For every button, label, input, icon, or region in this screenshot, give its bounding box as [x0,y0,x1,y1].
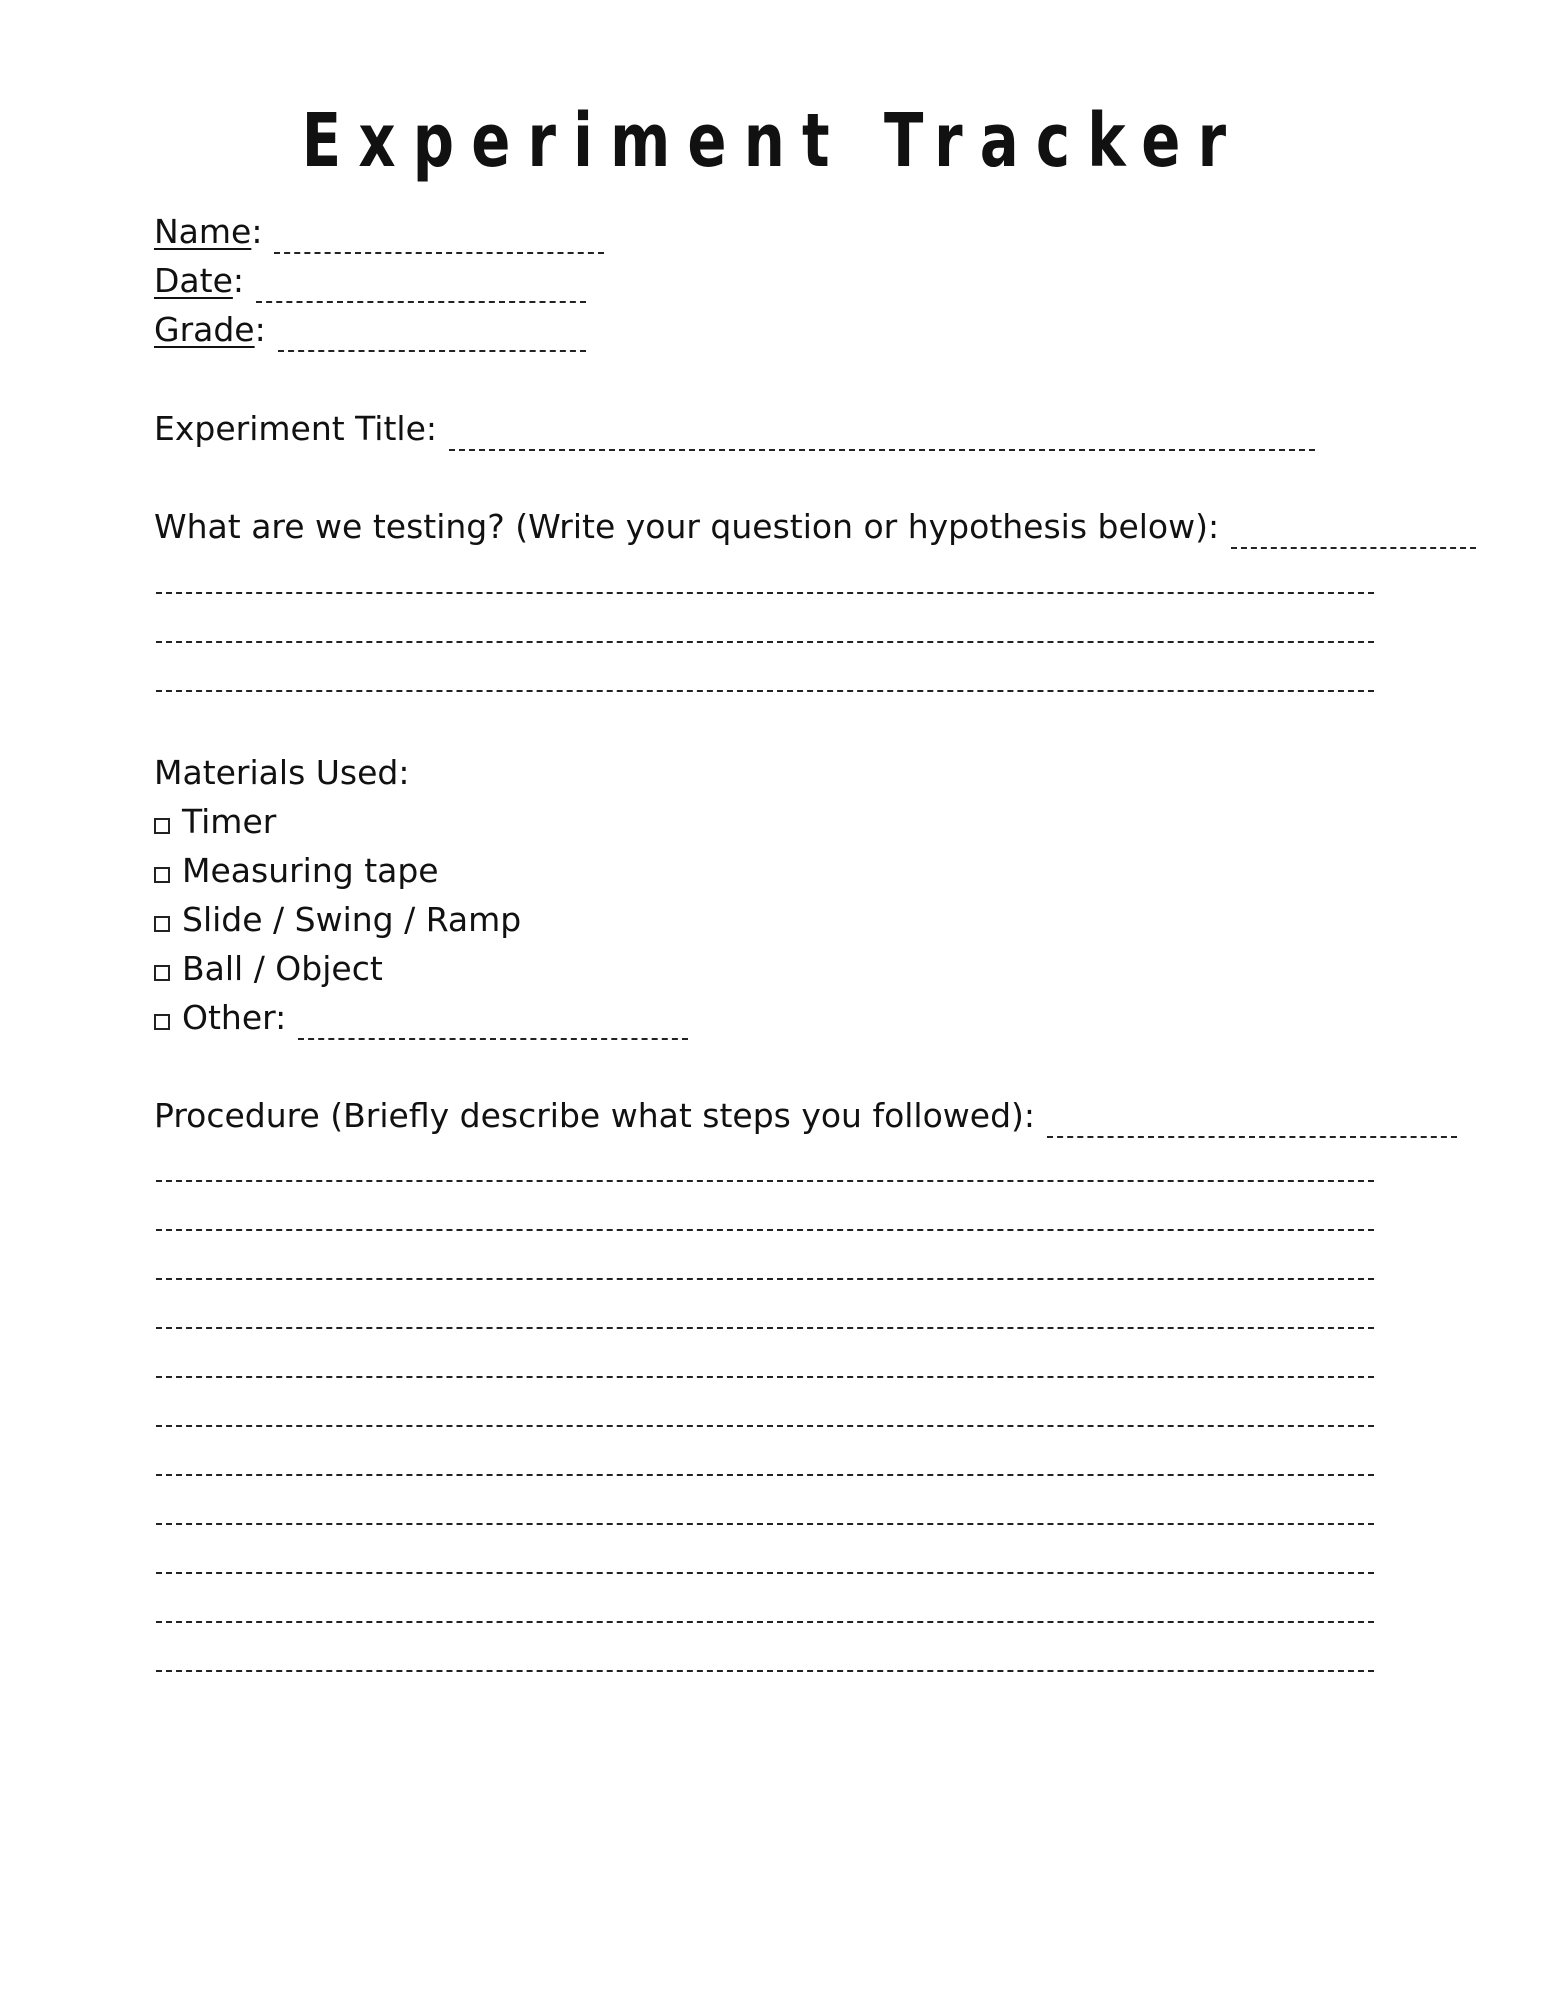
hypothesis-field [154,505,1476,549]
hypothesis-line-2[interactable] [156,641,1374,643]
grade-label: Grade [154,310,255,349]
procedure-line-4[interactable] [156,1327,1374,1329]
grade-field: Grade : [154,308,586,352]
checkbox[interactable] [154,916,170,932]
procedure-input-line[interactable] [1047,1104,1457,1138]
experiment-title-input-line[interactable] [449,417,1315,451]
experiment-title-label: Experiment Title: [154,409,437,448]
material-item-measuring-tape: Measuring tape [154,849,439,893]
procedure-prompt: Procedure (Briefly describe what steps you followed): [154,1096,1036,1135]
procedure-line-1[interactable] [156,1180,1374,1182]
hypothesis-prompt: What are we testing? (Write your question or hypothesis below): [154,507,1220,546]
material-item-other: Other: [154,996,688,1040]
other-input-line[interactable] [298,1006,688,1040]
grade-input-line[interactable] [278,318,586,352]
procedure-line-2[interactable] [156,1229,1374,1231]
procedure-line-10[interactable] [156,1621,1374,1623]
checkbox[interactable] [154,818,170,834]
experiment-title-field [154,407,1315,451]
date-label: Date [154,261,233,300]
procedure-field [154,1094,1457,1138]
name-field: Name : [154,210,604,254]
procedure-line-8[interactable] [156,1523,1374,1525]
page-title: Experiment Tracker [301,98,1244,184]
procedure-line-3[interactable] [156,1278,1374,1280]
hypothesis-line-1[interactable] [156,592,1374,594]
checkbox[interactable] [154,965,170,981]
procedure-line-6[interactable] [156,1425,1374,1427]
material-item-ball-object: Ball / Object [154,947,383,991]
material-item-timer: Timer [154,800,276,844]
hypothesis-line-3[interactable] [156,690,1374,692]
procedure-line-7[interactable] [156,1474,1374,1476]
material-item-slide-swing-ramp: Slide / Swing / Ramp [154,898,521,942]
procedure-line-5[interactable] [156,1376,1374,1378]
name-label: Name [154,212,252,251]
procedure-line-9[interactable] [156,1572,1374,1574]
hypothesis-input-line[interactable] [1231,515,1476,549]
name-input-line[interactable] [274,220,604,254]
procedure-line-11[interactable] [156,1670,1374,1672]
checkbox[interactable] [154,1014,170,1030]
checkbox[interactable] [154,867,170,883]
materials-heading: Materials Used: [154,753,410,792]
date-input-line[interactable] [256,269,586,303]
date-field: Date : [154,259,586,303]
